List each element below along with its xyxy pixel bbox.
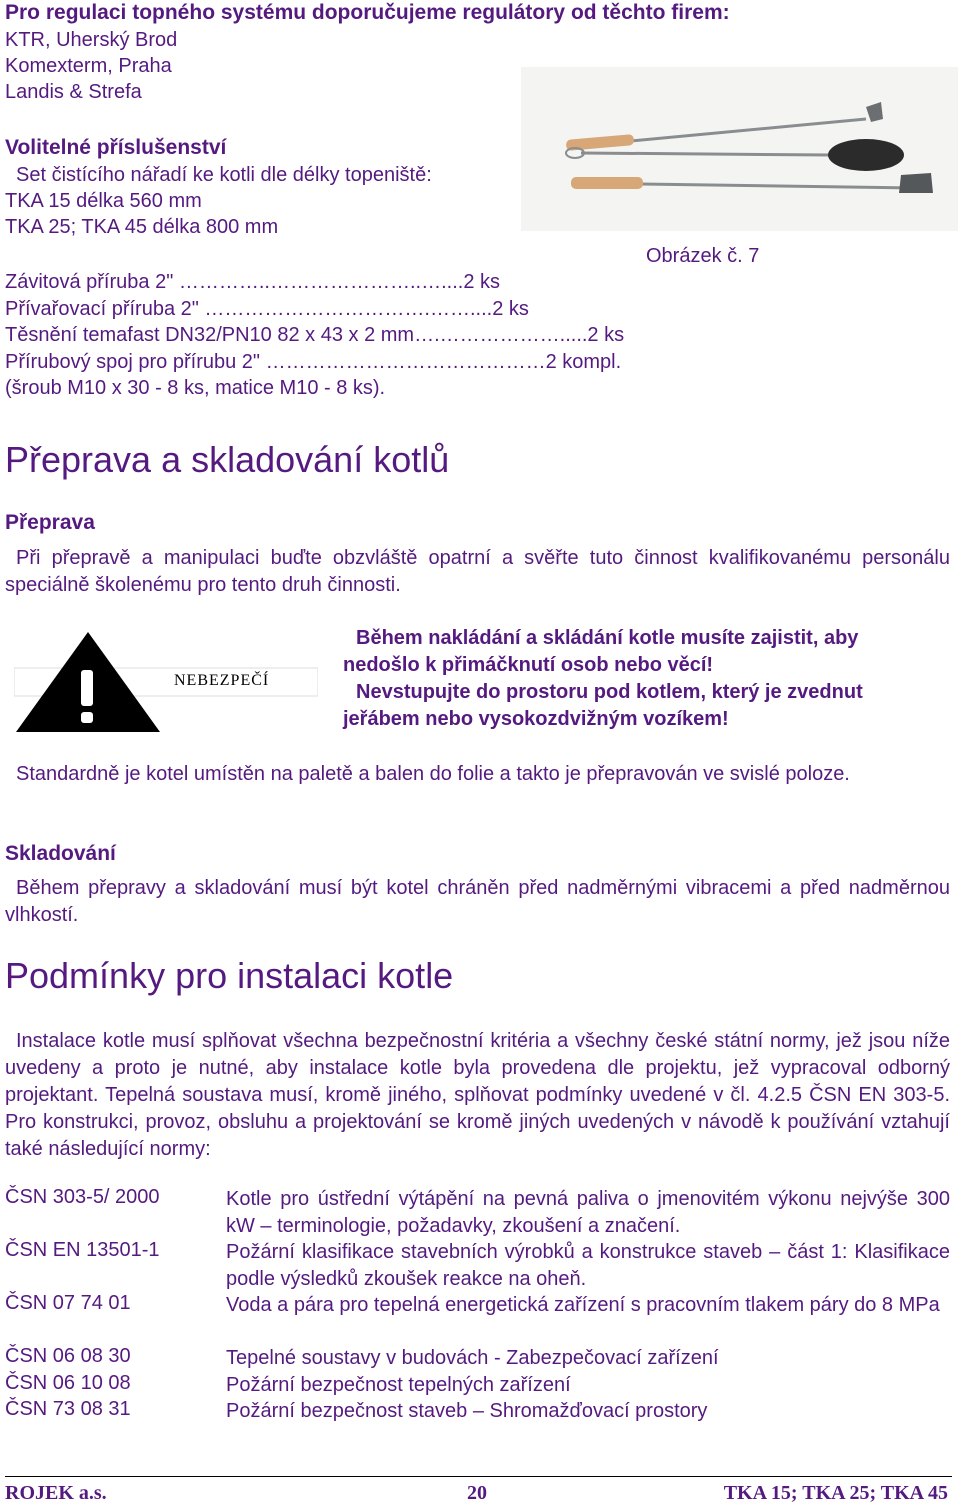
accessories-heading: Volitelné příslušenství (5, 136, 227, 159)
norm-description: Požární bezpečnost tepelných zařízení (226, 1374, 571, 1396)
footer-rule (5, 1476, 952, 1477)
item-name: Těsnění temafast DN32/PN10 82 x 43 x 2 mm (5, 324, 415, 346)
warning-line-2: nedošlo k přimáčknutí osob nebo věcí! (343, 654, 714, 676)
palette-paragraph: Standardně je kotel umístěn na paletě a balen do folie a takto je přepravován ve svislé poloze. (16, 763, 850, 785)
norm-code: ČSN 303-5/ 2000 (5, 1186, 160, 1208)
installation-title: Podmínky pro instalaci kotle (5, 955, 454, 996)
warning-line-1: Během nakládání a skládání kotle musíte zajistit, aby (356, 627, 859, 649)
transport-title: Přeprava a skladování kotlů (5, 439, 450, 480)
page-footer (0, 1476, 960, 1504)
cleaning-tools-photo (521, 67, 958, 231)
regulators-heading: Pro regulaci topného systému doporučujeme regulátory od těchto firem: (5, 1, 730, 24)
item-flange-joint (5, 349, 621, 375)
item-name: Přívařovací příruba 2" (5, 298, 199, 320)
warning-line-4: jeřábem nebo vysokozdvižným vozíkem! (343, 708, 729, 730)
item-weld-flange (5, 296, 529, 322)
firm-landis: Landis & Strefa (5, 81, 142, 103)
warning-label: NEBEZPEČÍ (174, 672, 270, 689)
warning-line-3: Nevstupujte do prostoru pod kotlem, který je zvednut (356, 681, 863, 703)
norm-code: ČSN 07 74 01 (5, 1292, 131, 1314)
storage-subheading: Skladování (5, 842, 116, 865)
item-qty: ..2 ks (481, 298, 529, 320)
item-qty: 2 kompl. (545, 351, 622, 373)
norm-description: Kotle pro ústřední výtápění na pevná paliva o jmenovitém výkonu nejvýše 300 kW – terminologie, požadavky, zkoušení a značení. (226, 1188, 950, 1237)
item-dots: …………………………….…….. (204, 298, 482, 320)
accessory-line-set: Set čistícího nářadí ke kotli dle délky topeniště: (16, 164, 432, 186)
storage-paragraph: Během přepravy a skladování musí být kotel chráněn před nadměrnými vibracemi a před nadměrnou vlhkostí. (5, 877, 950, 926)
firm-komexterm: Komexterm, Praha (5, 55, 172, 77)
norm-description: Voda a pára pro tepelná energetická zařízení s pracovním tlakem páry do 8 MPa (226, 1294, 940, 1316)
accessory-line-tka25: TKA 25; TKA 45 délka 800 mm (5, 216, 279, 238)
norm-code: ČSN 06 10 08 (5, 1372, 131, 1394)
warning-triangle-icon (14, 630, 318, 734)
norm-code: ČSN EN 13501-1 (5, 1239, 160, 1261)
cleaning-tools-illustration (521, 67, 958, 231)
transport-paragraph: Při přepravě a manipulaci buďte obzvláště opatrní a svěřte tuto činnost kvalifikovanému personálu speciálně školenému pro tento druh činnosti. (5, 547, 950, 596)
norm-description: Požární bezpečnost staveb – Shromažďovací prostory (226, 1400, 708, 1422)
item-dots: ….………………... (414, 324, 577, 346)
item-qty: ..2 ks (452, 271, 500, 293)
firm-ktr: KTR, Uherský Brod (5, 29, 178, 51)
norm-code: ČSN 06 08 30 (5, 1345, 131, 1367)
item-dots: …………………………………… (265, 351, 546, 373)
norm-code: ČSN 73 08 31 (5, 1398, 131, 1420)
item-name: Přírubový spoj pro přírubu 2" (5, 351, 260, 373)
norm-description: Požární klasifikace stavebních výrobků a konstrukce staveb – část 1: Klasifikace podle výsledků zkoušek reakce na oheň. (226, 1241, 950, 1290)
item-dots: …………..…………………..….. (178, 271, 453, 293)
figure-caption: Obrázek č. 7 (646, 245, 760, 267)
footer-page-number: 20 (467, 1482, 487, 1504)
footer-models: TKA 15; TKA 25; TKA 45 (723, 1482, 948, 1504)
accessory-line-tka15: TKA 15 délka 560 mm (5, 190, 202, 212)
item-threaded-flange (5, 269, 500, 295)
footer-company: ROJEK a.s. (5, 1482, 107, 1504)
warning-sign (14, 630, 318, 734)
item-name: Závitová příruba 2" (5, 271, 174, 293)
item-gasket (5, 322, 624, 348)
installation-paragraph: Instalace kotle musí splňovat všechna bezpečnostní kritéria a všechny české státní normy, jež jsou níže uvedeny a proto je nutné, aby instalace kotle byla provedena dle projektu, jež vypracoval odborný projektant. Tepelná soustava musí, kromě jiného, splňovat podmínky uvedené v čl. 4.2.5 ČSN EN 303-5. Pro konstrukci, provoz, obsluhu a projektování se kromě jiných uvedených v návodě k používání vztahují také následující normy: (5, 1030, 950, 1160)
item-qty: ..2 ks (576, 324, 625, 346)
transport-subheading: Přeprava (5, 511, 95, 534)
item-note: (šroub M10 x 30 - 8 ks, matice M10 - 8 ks). (5, 377, 386, 399)
norm-description: Tepelné soustavy v budovách - Zabezpečovací zařízení (226, 1347, 719, 1369)
